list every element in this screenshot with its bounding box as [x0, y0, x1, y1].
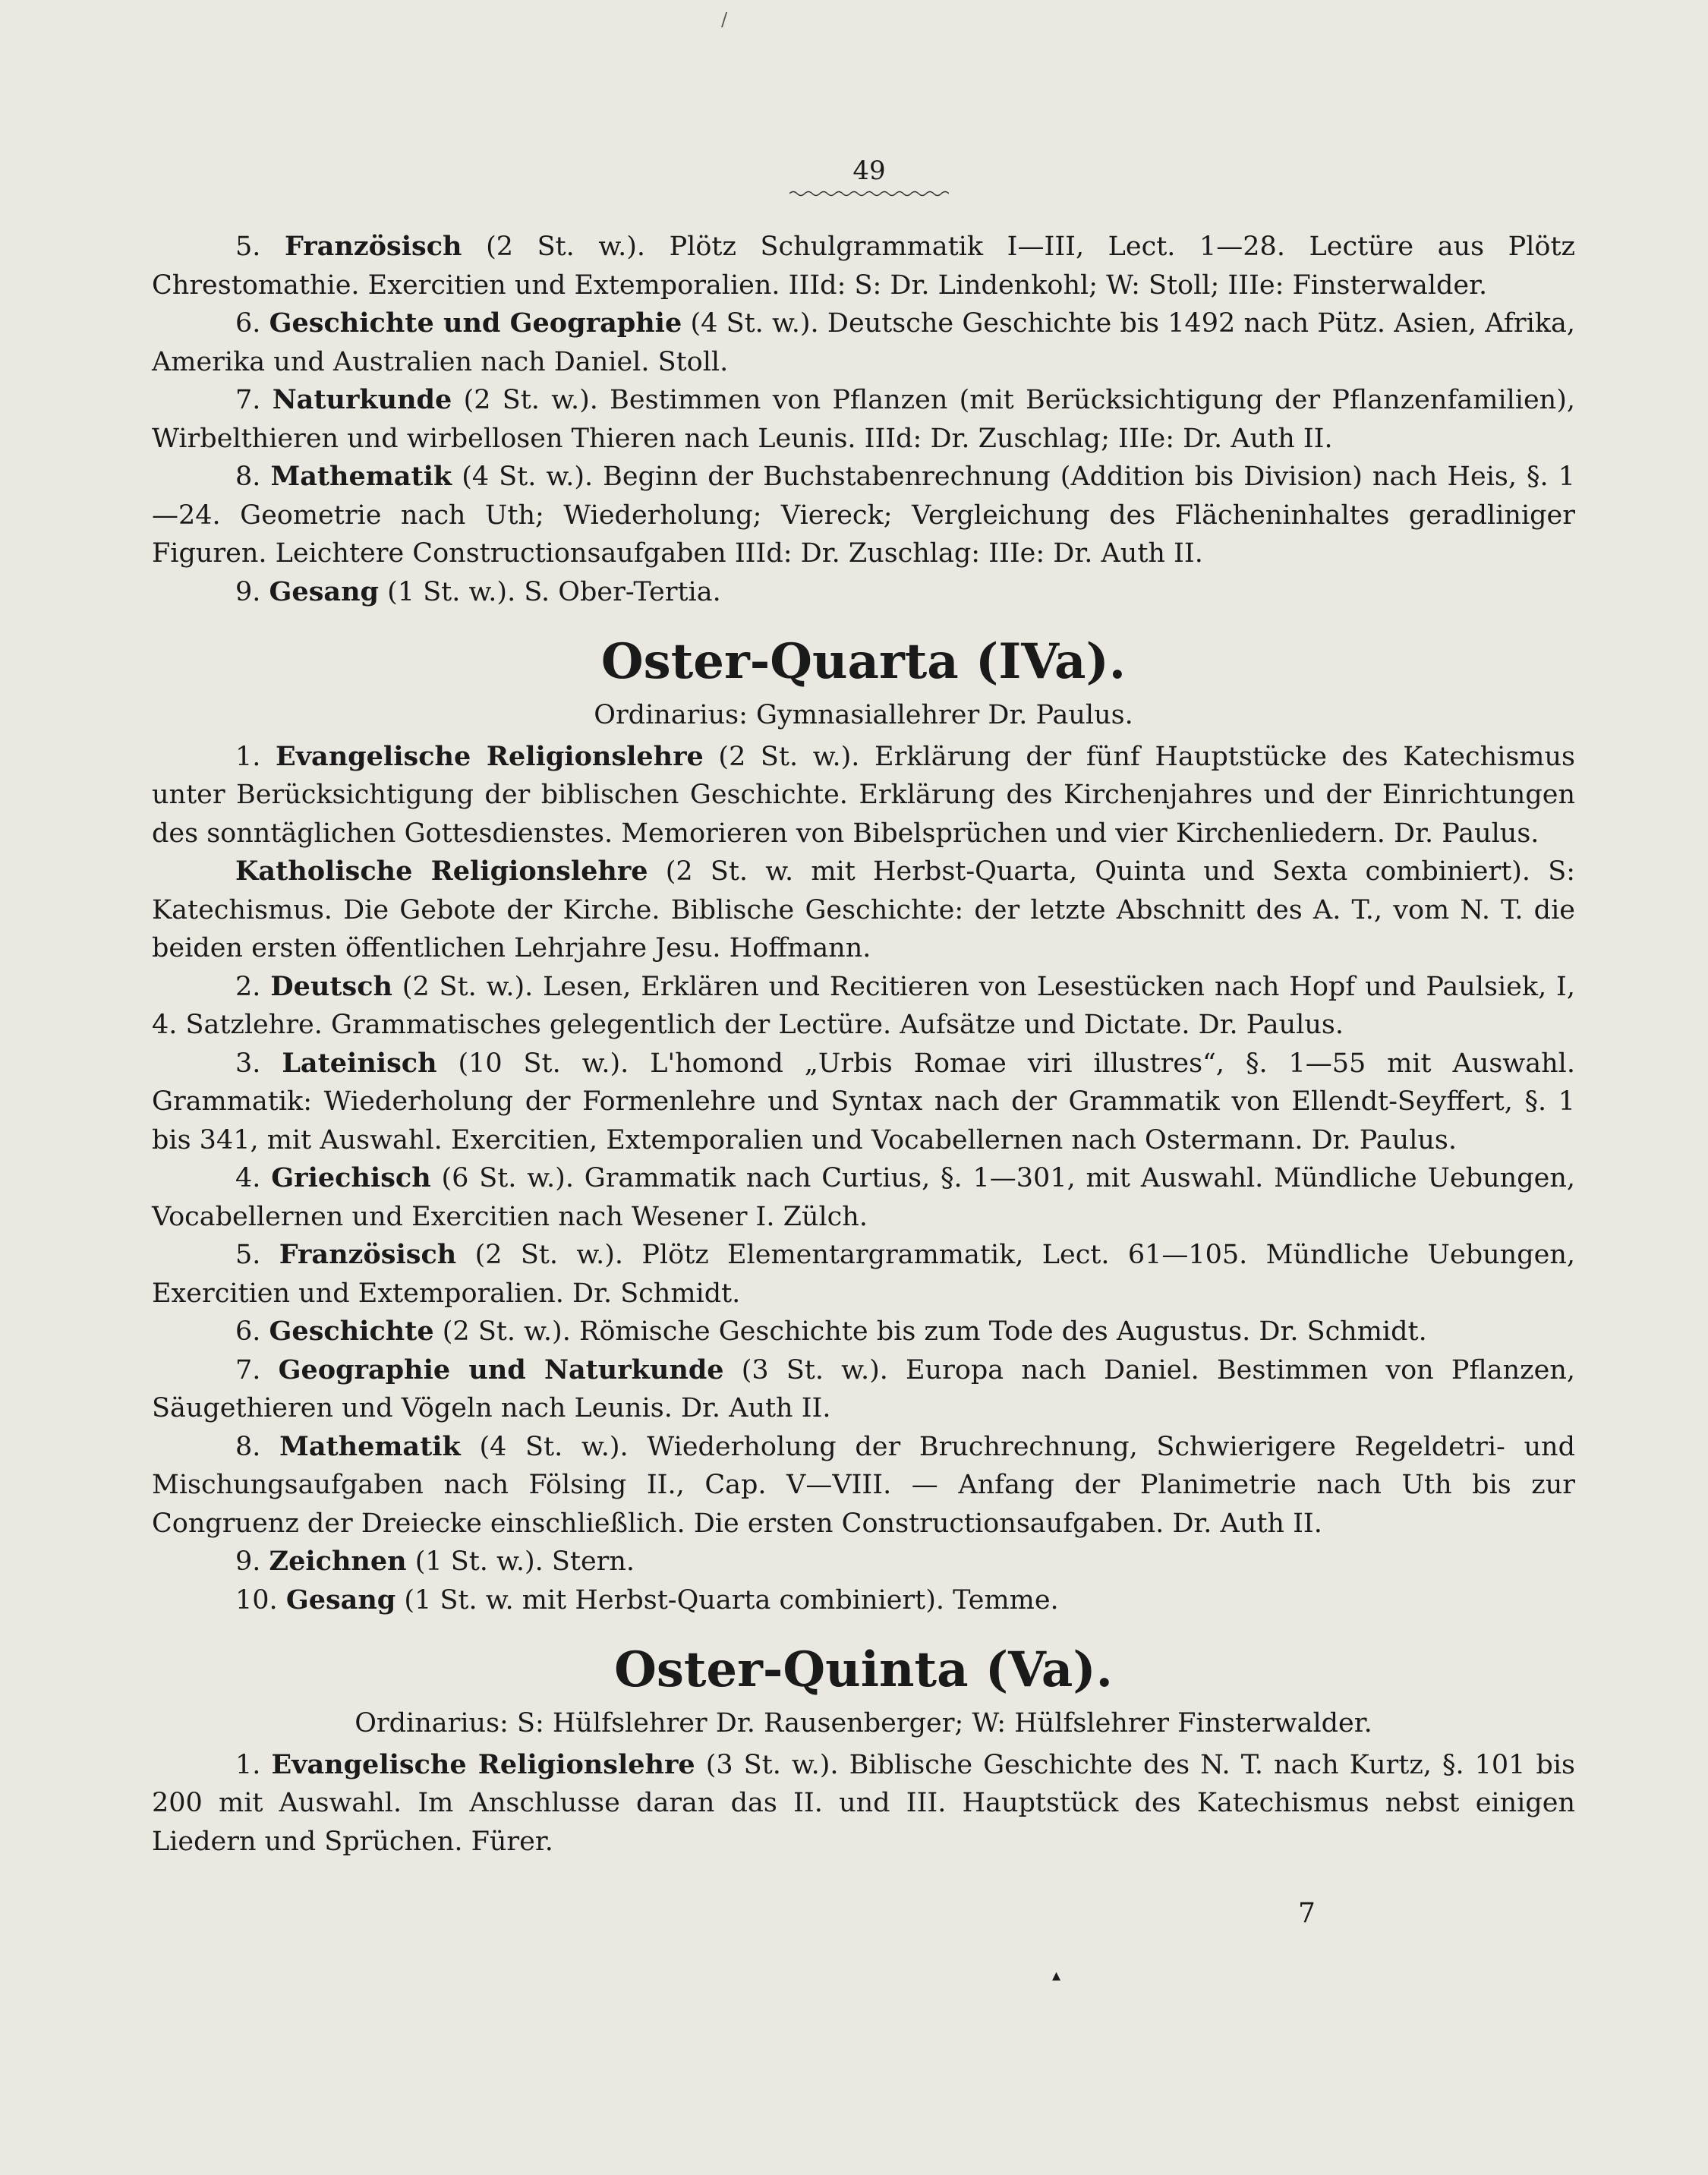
item-text: (3 St. w.). Biblische Geschichte des N. T. nach Kurtz, §. 101 bis 200 mit Auswahl. Im Anschlusse daran das II. und III. Hauptstück des Katechismus nebst einigen Liedern und Sprüchen. Fürer. — [152, 1749, 1575, 1857]
list-item — [152, 1159, 1575, 1236]
signature-mark: 7 — [1298, 1898, 1316, 1929]
subject-name: Gesang — [269, 575, 380, 607]
list-item — [152, 1428, 1575, 1543]
va-list — [152, 1746, 1575, 1861]
subject-name: Evangelische Religionslehre — [271, 1748, 695, 1780]
subject-name: Deutsch — [270, 970, 392, 1002]
subject-name: Mathematik — [279, 1430, 461, 1462]
scan-mark: / — [721, 9, 728, 30]
item-number: 9. — [235, 1546, 261, 1577]
item-text: (10 St. w.). L'homond „Urbis Romae viri illustres“, §. 1—55 mit Auswahl. Grammatik: Wiederholung der Formenlehre und Syntax nach der Grammatik von Ellendt-Seyffert, §. 1 bis 341, mit Auswahl. Exercitien, Extemporalien und Vocabellernen nach Ostermann. Dr. Paulus. — [152, 1048, 1575, 1155]
item-number: 7. — [235, 1354, 261, 1385]
item-number: 6. — [235, 308, 261, 339]
print-mark: ▴ — [1052, 1966, 1061, 1985]
subject-name: Naturkunde — [272, 384, 452, 415]
item-number: 3. — [235, 1048, 261, 1079]
section-title-iva: Oster-Quarta (IVa). — [600, 633, 1127, 690]
list-item — [152, 853, 1575, 968]
list-item — [152, 738, 1575, 853]
intro-list — [152, 228, 1575, 611]
list-item — [152, 573, 1575, 612]
item-text: (1 St. w.). S. Ober-Tertia. — [379, 576, 721, 607]
item-number: 10. — [235, 1584, 278, 1615]
list-item — [152, 458, 1575, 573]
subject-name: Französisch — [279, 1239, 457, 1270]
item-number: 2. — [235, 971, 261, 1002]
list-item — [152, 304, 1575, 381]
item-text: (1 St. w.). Stern. — [406, 1546, 635, 1577]
list-item — [152, 968, 1575, 1045]
item-text: (2 St. w.). Römische Geschichte bis zum Tode des Augustus. Dr. Schmidt. — [433, 1316, 1427, 1347]
subject-name: Zeichnen — [269, 1546, 407, 1577]
ordinarius-iva: Ordinarius: Gymnasiallehrer Dr. Paulus. — [594, 700, 1133, 730]
subject-name: Geschichte — [269, 1316, 434, 1347]
item-text: (6 St. w.). Grammatik nach Curtius, §. 1—301, mit Auswahl. Mündliche Uebungen, Vocabellernen und Exercitien nach Wesener I. Zülch. — [152, 1163, 1575, 1232]
subject-name: Gesang — [285, 1584, 396, 1615]
item-text: (2 St. w. mit Herbst-Quarta, Quinta und Sexta combiniert). S: Katechismus. Die Gebote der Kirche. Biblische Geschichte: der letzte Abschnitt des A. T., vom N. T. die beiden ersten öffentlichen Lehrjahre Jesu. Hoffmann. — [152, 856, 1576, 963]
subject-name: Französisch — [285, 231, 462, 262]
subject-name: Katholische Religionslehre — [235, 856, 648, 887]
subject-name: Lateinisch — [282, 1047, 437, 1079]
iva-list — [152, 738, 1575, 1620]
list-item — [152, 228, 1575, 304]
item-text: (4 St. w.). Beginn der Buchstabenrechnung (Addition bis Division) nach Heis, §. 1—24. Geometrie nach Uth; Wiederholung; Viereck; Vergleichung des Flächeninhaltes geradliniger Figuren. Leichtere Constructionsaufgaben IIId: Dr. Zuschlag: IIIe: Dr. Auth II. — [152, 462, 1575, 569]
item-number: 4. — [235, 1163, 261, 1193]
list-item — [152, 1045, 1575, 1160]
subject-name: Geographie und Naturkunde — [278, 1354, 724, 1385]
subject-name: Mathematik — [270, 461, 452, 492]
item-text: (2 St. w.). Bestimmen von Pflanzen (mit Berücksichtigung der Pflanzenfamilien), Wirbelthieren und wirbellosen Thieren nach Leunis. IIId: Dr. Zuschlag; IIIe: Dr. Auth II. — [152, 385, 1575, 454]
item-number: 6. — [235, 1316, 261, 1347]
document-body — [152, 228, 1575, 1861]
list-item — [152, 1746, 1575, 1861]
item-number: 7. — [235, 385, 261, 415]
item-text: (4 St. w.). Deutsche Geschichte bis 1492 nach Pütz. Asien, Afrika, Amerika und Australien nach Daniel. Stoll. — [152, 308, 1575, 377]
item-number: 8. — [235, 462, 261, 492]
item-text: (4 St. w.). Wiederholung der Bruchrechnung, Schwierigere Regeldetri- und Mischungsaufgaben nach Fölsing II., Cap. V—VIII. — Anfang der Planimetrie nach Uth bis zur Congruenz der Dreiecke einschließlich. Die ersten Constructionsaufgaben. Dr. Auth II. — [152, 1431, 1575, 1539]
item-text: (2 St. w.). Erklärung der fünf Hauptstücke des Katechismus unter Berücksichtigung der biblischen Geschichte. Erklärung des Kirchenjahres und der Einrichtungen des sonntäglichen Gottesdienstes. Memorieren von Bibelsprüchen und vier Kirchenliedern. Dr. Paulus. — [152, 741, 1575, 849]
subject-name: Geschichte und Geographie — [269, 307, 682, 339]
item-number: 5. — [235, 1240, 261, 1270]
item-text: (2 St. w.). Plötz Elementargrammatik, Lect. 61—105. Mündliche Uebungen, Exercitien und Extemporalien. Dr. Schmidt. — [152, 1240, 1575, 1309]
section-title-va: Oster-Quinta (Va). — [614, 1641, 1113, 1698]
list-item — [152, 1543, 1575, 1581]
list-item — [152, 1236, 1575, 1313]
item-number: 1. — [235, 741, 261, 772]
item-text: (2 St. w.). Lesen, Erklären und Recitieren von Lesestücken nach Hopf und Paulsiek, I, 4. Satzlehre. Grammatisches gelegentlich der Lectüre. Aufsätze und Dictate. Dr. Paulus. — [152, 971, 1575, 1040]
item-number: 9. — [235, 576, 261, 607]
subject-name: Evangelische Religionslehre — [276, 740, 704, 772]
item-text: (3 St. w.). Europa nach Daniel. Bestimmen von Pflanzen, Säugethieren und Vögeln nach Leunis. Dr. Auth II. — [152, 1354, 1575, 1423]
ordinarius-va: Ordinarius: S: Hülfslehrer Dr. Rausenberger; W: Hülfslehrer Finsterwalder. — [355, 1708, 1372, 1738]
list-item — [152, 1351, 1575, 1428]
item-number: 5. — [235, 232, 261, 262]
list-item — [152, 1581, 1575, 1620]
item-text: (1 St. w. mit Herbst-Quarta combiniert). Temme. — [395, 1584, 1059, 1615]
list-item — [152, 1313, 1575, 1351]
item-text: (2 St. w.). Plötz Schulgrammatik I—III, Lect. 1—28. Lectüre aus Plötz Chrestomathie. Exercitien und Extemporalien. IIId: S: Dr. Lindenkohl; W: Stoll; IIIe: Finsterwalder. — [152, 232, 1575, 301]
subject-name: Griechisch — [271, 1162, 431, 1193]
page-number: 49 — [852, 156, 886, 186]
page-number-ornament — [789, 190, 949, 197]
item-number: 1. — [235, 1749, 261, 1780]
item-number: 8. — [235, 1431, 261, 1462]
list-item — [152, 381, 1575, 458]
